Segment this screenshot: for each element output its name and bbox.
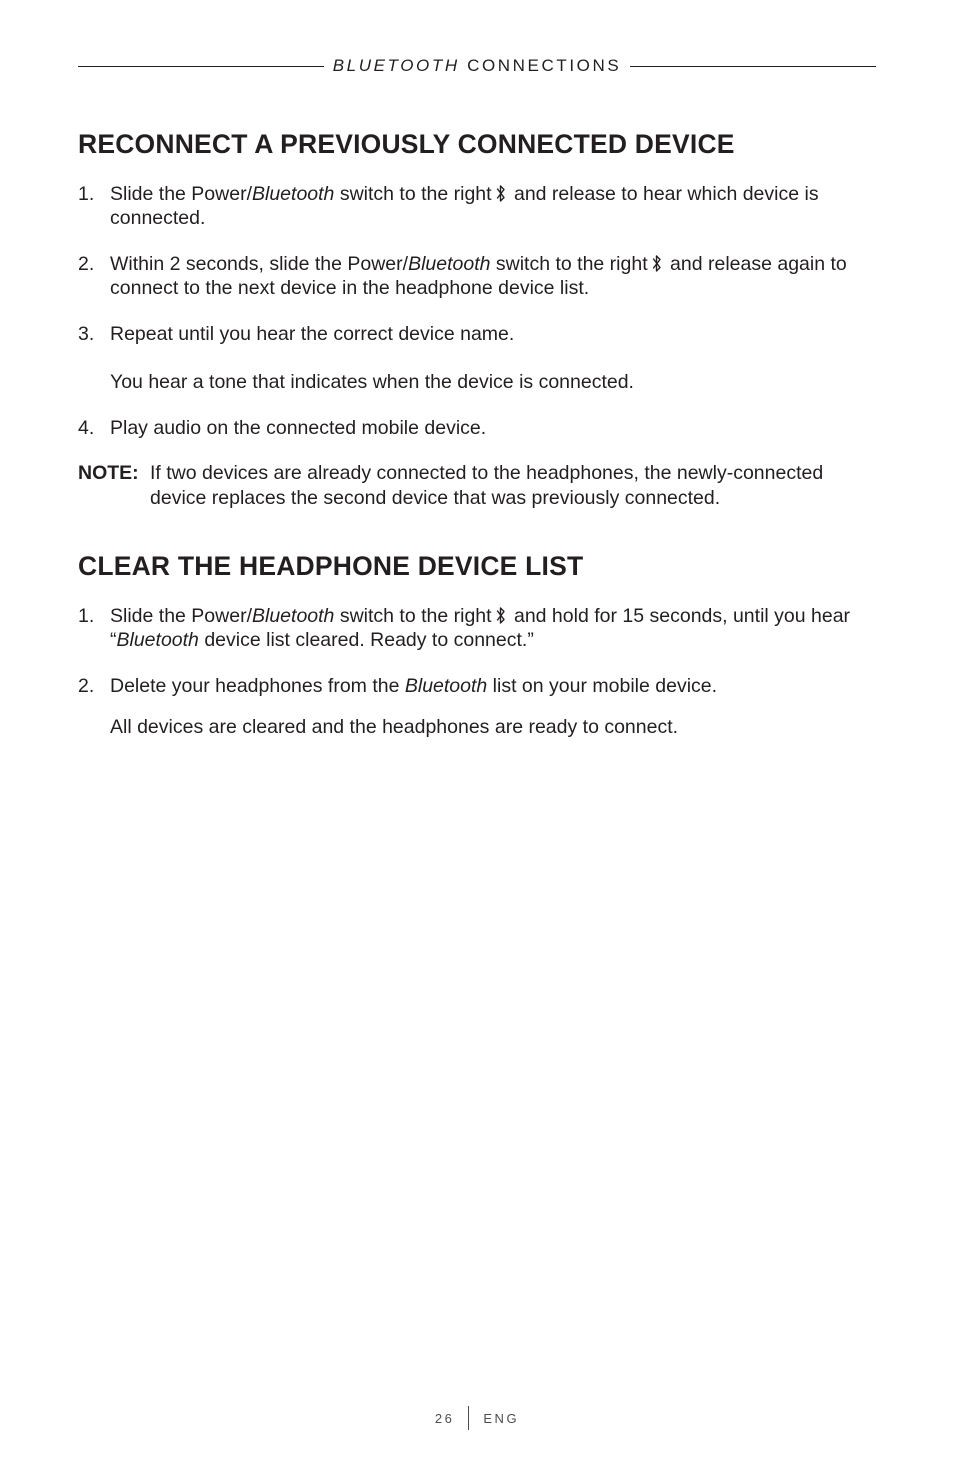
bluetooth-icon — [652, 254, 662, 273]
note-label: NOTE: — [78, 462, 139, 484]
list-item: 3. Repeat until you hear the correct device name. — [78, 323, 515, 345]
section-title-clear-list: CLEAR THE HEADPHONE DEVICE LIST — [78, 551, 584, 581]
note-text: If two devices are already connected to the headphones, the newly-connected device replaces the second device that was previously connected. — [150, 462, 824, 509]
list-item: 4. Play audio on the connected mobile device. — [78, 417, 487, 439]
list-item-detail: You hear a tone that indicates when the device is connected. — [110, 371, 634, 393]
note — [78, 461, 878, 511]
page-footer — [0, 1406, 954, 1430]
header-rule-right — [630, 66, 876, 67]
running-header — [78, 56, 876, 76]
list-item: 2. Delete your headphones from the Bluetooth list on your mobile device. — [78, 675, 718, 697]
header-rule-left — [78, 66, 324, 67]
list-item: 1. Slide the Power/Bluetooth switch to the right and release to hear which device is connected. — [78, 183, 819, 229]
header-title: BLUETOOTH CONNECTIONS — [332, 56, 622, 75]
page-number: 26 — [434, 1410, 455, 1426]
bluetooth-icon — [496, 184, 506, 203]
section-title-reconnect: RECONNECT A PREVIOUSLY CONNECTED DEVICE — [78, 129, 735, 159]
bluetooth-icon — [496, 606, 506, 625]
list-item: 1. Slide the Power/Bluetooth switch to the right and hold for 15 seconds, until you hear “Bluetooth device list cleared. Ready to connect.” — [78, 605, 851, 651]
footer-divider — [468, 1406, 469, 1430]
language-code: ENG — [483, 1410, 520, 1426]
list-item-detail: All devices are cleared and the headphones are ready to connect. — [110, 716, 679, 738]
list-item: 2. Within 2 seconds, slide the Power/Bluetooth switch to the right and release again to connect to the next device in the headphone device list. — [78, 253, 847, 299]
